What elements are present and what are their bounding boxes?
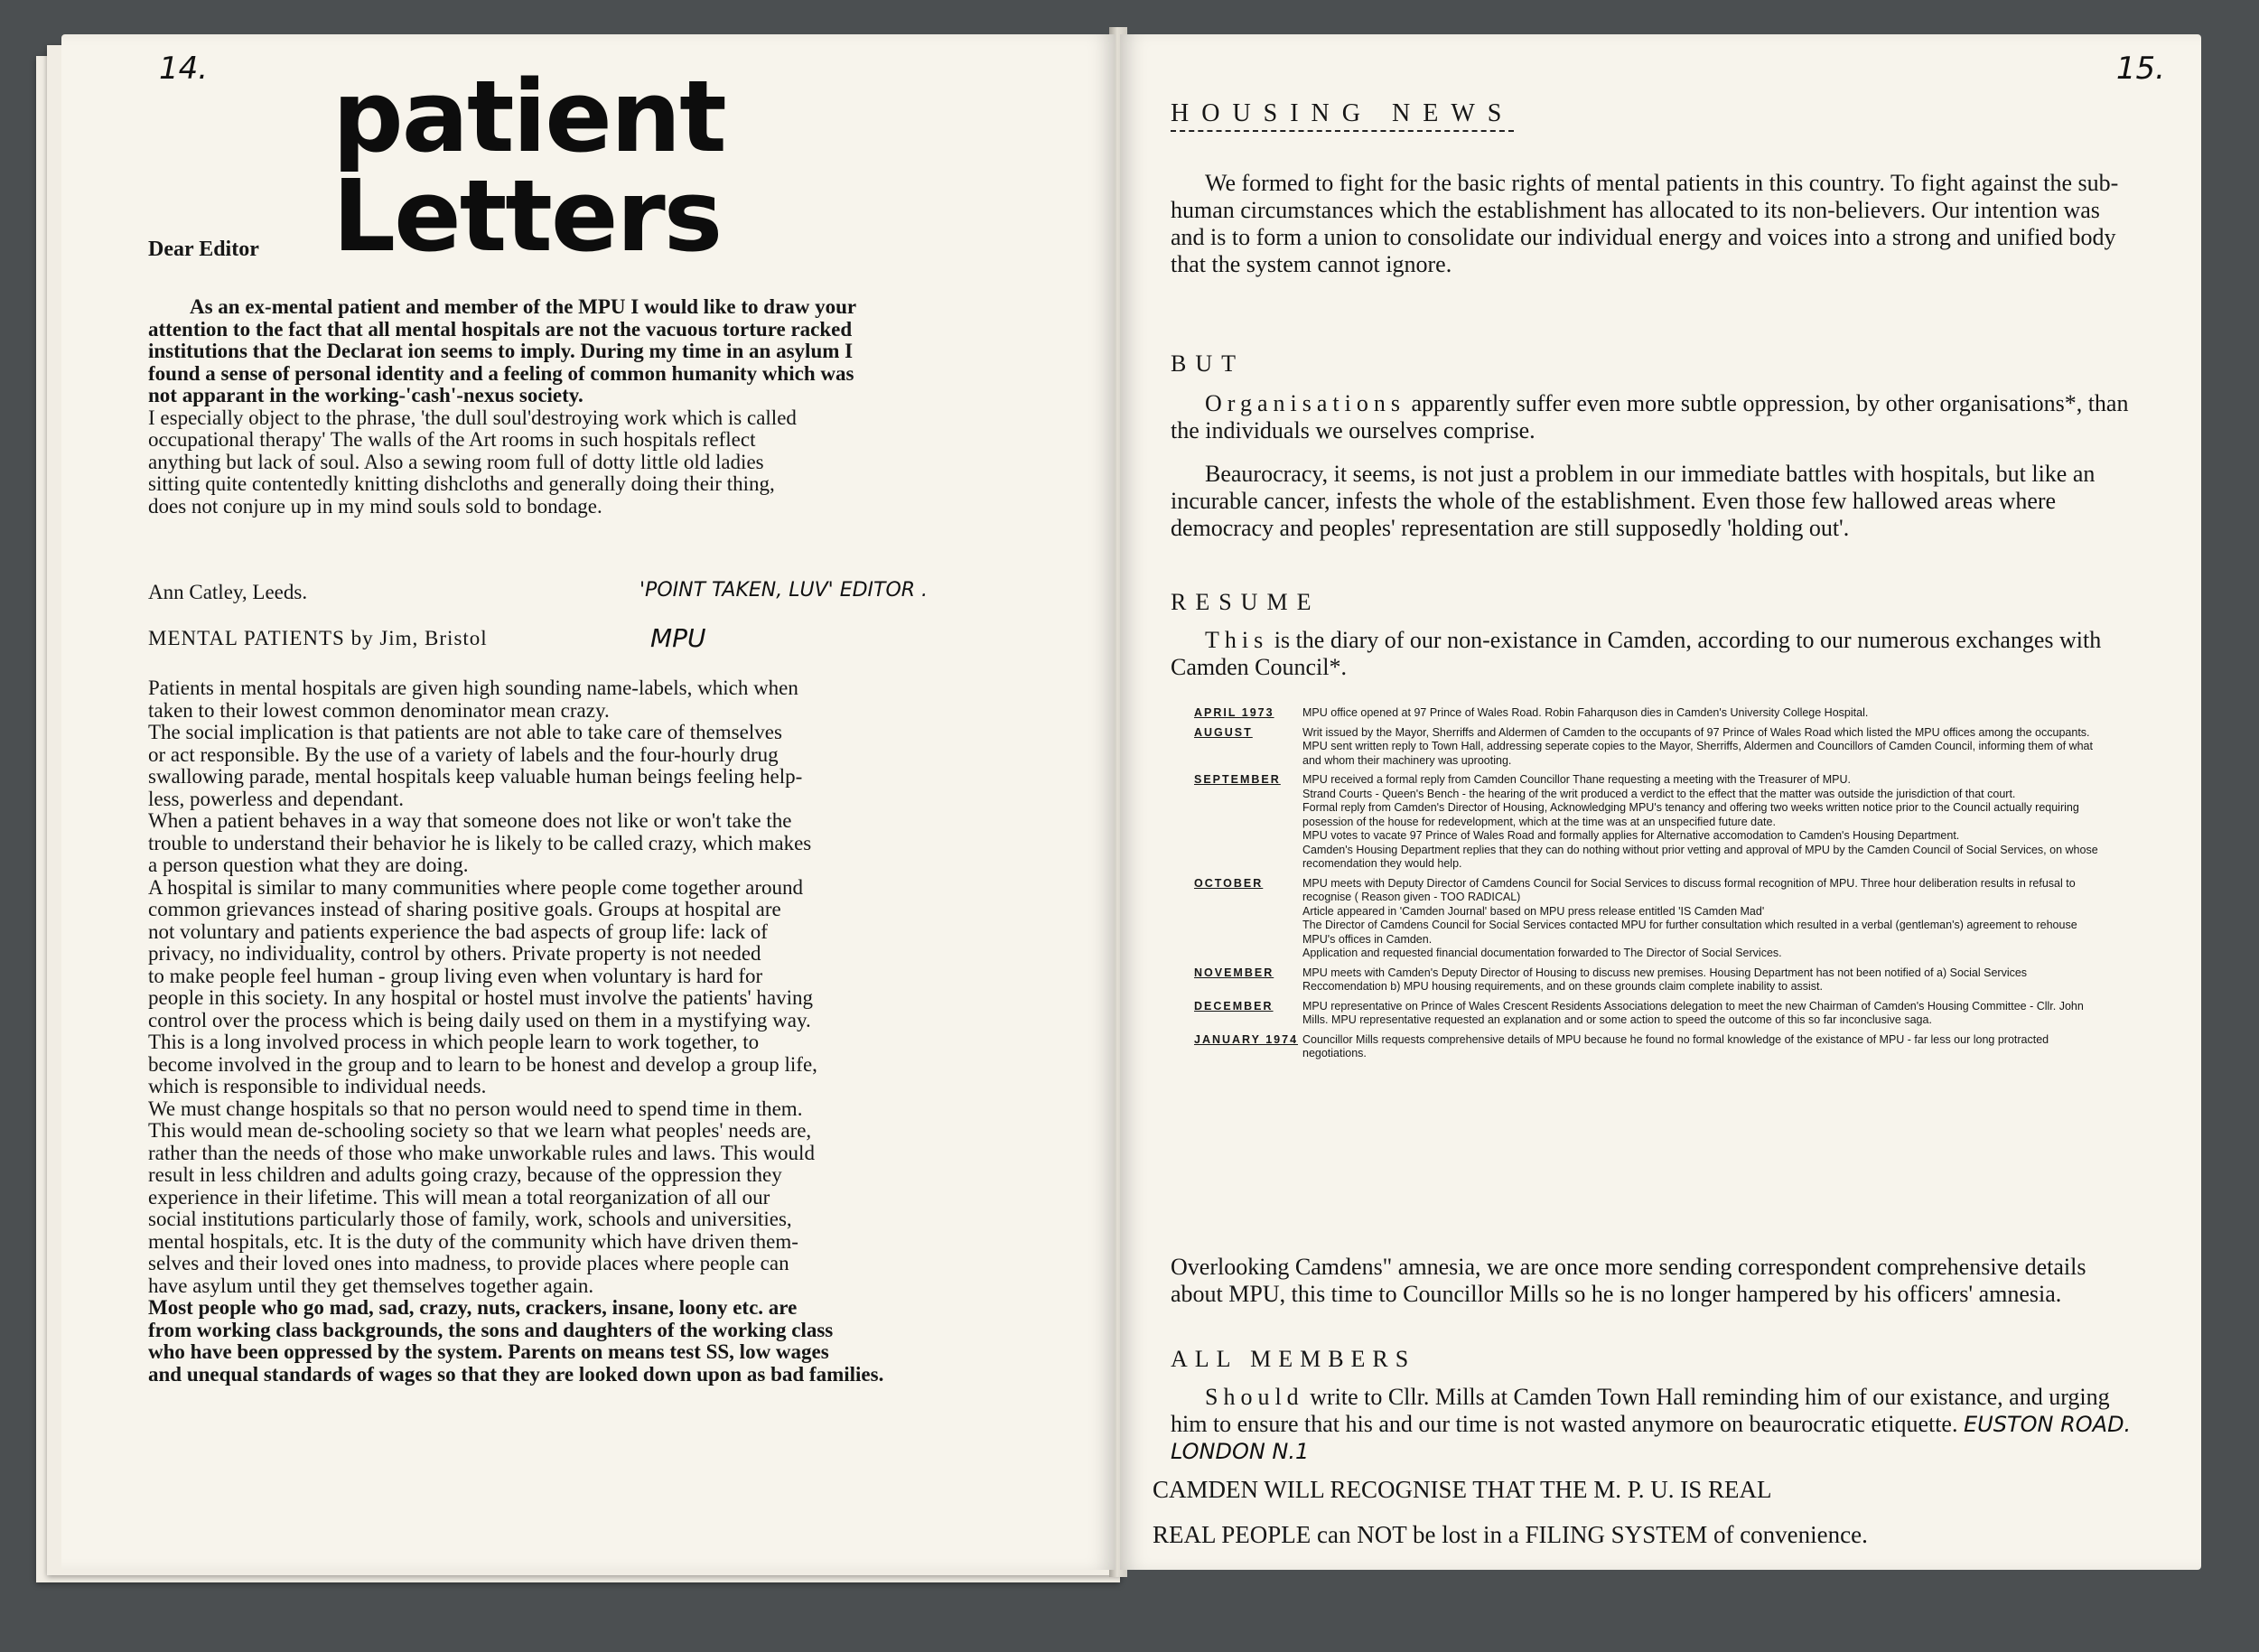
article-line: When a patient behaves in a way that someone does not like or won't take the (148, 809, 792, 832)
diary-entries (1302, 726, 2106, 769)
diary-entry: Formal reply from Camden's Director of Housing, Acknowledging MPU's tenancy and offering two weeks written notice prior to the Council actually requiring posession of the house for redevelopment, which at the time was at an unspecified future date. (1302, 801, 2079, 828)
article-line: experience in their lifetime. This will mean a total reorganization of all our (148, 1185, 770, 1209)
article-line-bold: and unequal standards of wages so that they are looked down upon as bad families. (148, 1362, 884, 1386)
resume-rest: is the diary of our non-existance in Camden, according to our numerous exchanges with Camden Council*. (1171, 627, 2102, 680)
diary-entry: MPU votes to vacate 97 Prince of Wales Road and formally applies for Alternative accomodation to Camden's Housing Department. (1302, 829, 1960, 842)
overlooking-paragraph: Overlooking Camdens" amnesia, we are once more sending correspondent comprehensive details about MPU, this time to Councillor Mills so he is no longer hampered by his officers' amnesia. (1171, 1254, 2086, 1307)
diary-entry: MPU representative on Prince of Wales Crescent Residents Associations delegation to meet the new Chairman of Camden's Housing Committee - Cllr. John Mills. MPU representative requested an explanation and or some action to speed the outcome of this so far inconclusive saga. (1302, 999, 2084, 1026)
diary-entry: The Director of Camdens Council for Social Services contacted MPU for further consultation which resulted in a verbal (gentleman's) agreement to rehouse MPU's offices in Camden. (1302, 919, 2077, 946)
diary-entry: Councillor Mills requests comprehensive details of MPU because he found no formal knowledge of the existance of MPU - far less our long protracted negotiations. (1302, 1032, 2049, 1059)
article-body (148, 677, 1061, 1386)
diary-row (1194, 726, 2106, 769)
diary-entry: Writ issued by the Mayor, Sherriffs and Aldermen of Camden to the occupants of 97 Prince of Wales Road which listed the MPU offices among the occupants. (1302, 725, 2090, 739)
diary-row (1194, 773, 2106, 872)
article-line: We must change hospitals so that no person would need to spend time in them. (148, 1097, 803, 1120)
diary-entry: MPU sent written reply to Town Hall, addressing seperate copies to the Mayor, Sherriffs, Aldermen and Councillors of Camden Council, informing them of what and whom their machinery was uprooting. (1302, 740, 2093, 767)
letter-line: found a sense of personal identity and a feeling of common humanity which was (148, 361, 854, 385)
but-block (1171, 350, 2138, 444)
address-handwritten: EUSTON ROAD. LONDON N.1 (1171, 1412, 2132, 1464)
all-members-heading: ALL MEMBERS (1171, 1346, 1416, 1372)
beaurocracy-paragraph: Beaurocracy, it seems, is not just a problem in our immediate battles with hospitals, but like an incurable cancer, infests the whole of the establishment. Even those few hallowed areas where democracy and peoples' representation are still supposedly 'holding out'. (1171, 461, 2096, 541)
letter-line: sitting quite contentedly knitting dishcloths and generally doing their thing, (148, 472, 775, 495)
page-number-left: 14. (159, 51, 209, 87)
article-line: less, powerless and dependant. (148, 787, 404, 810)
right-page (1120, 34, 2201, 1570)
diary-entries (1302, 1033, 2106, 1061)
diary-entries (1302, 966, 2106, 994)
article-line: people in this society. In any hospital or hostel must involve the patients' having (148, 986, 813, 1009)
article-line: Patients in mental hospitals are given high sounding name-labels, which when (148, 677, 798, 699)
article-line: to make people feel human - group living even when voluntary is hard for (148, 964, 763, 987)
diary-entry: MPU meets with Deputy Director of Camdens Council for Social Services to discuss formal recognition of MPU. Three hour deliberation results in refusal to recognise ( Reason given - TOO RADICAL) (1302, 876, 2076, 903)
article-line: control over the process which is being daily used on them in a mystifying way. (148, 1008, 811, 1031)
diary-entry: Strand Courts - Queen's Bench - the hearing of the writ produced a verdict to the effect that the matter was outside the jurisdiction of that court. (1302, 787, 2016, 800)
letter-line: occupational therapy' The walls of the Art rooms in such hospitals reflect (148, 428, 756, 451)
article-line-bold: who have been oppressed by the system. Parents on means test SS, low wages (148, 1340, 829, 1363)
letter-line: institutions that the Declarat ion seems to imply. During my time in an asylum I (148, 340, 854, 362)
article-line: This is a long involved process in which people learn to work together, to (148, 1031, 760, 1053)
article-line: taken to their lowest common denominator mean crazy. (148, 698, 610, 722)
diary-entries (1302, 877, 2106, 961)
article-line: a person question what they are doing. (148, 854, 469, 876)
article-line-bold: from working class backgrounds, the sons and daughters of the working class (148, 1318, 834, 1341)
housing-news-heading: HOUSING NEWS (1171, 99, 1514, 132)
article-line: rather than the needs of those who make unworkable rules and laws. This would (148, 1141, 815, 1164)
diary-entry: MPU meets with Camden's Deputy Director of Housing to discuss new premises. Housing Department has not been notified of a) Social Services Reccomendation b) MPU housing requirements, and on these grounds claim complete inability to assist. (1302, 966, 2028, 993)
article-title-handwritten: MPU (650, 623, 706, 653)
should-paragraph (1171, 1384, 2138, 1465)
organisations-lead: Organisations (1205, 390, 1405, 416)
article-line: The social implication is that patients are not able to take care of themselves (148, 721, 782, 743)
article-line: result in less children and adults going crazy, because of the oppression they (148, 1163, 782, 1186)
all-members-block (1171, 1346, 2138, 1465)
beaurocracy-block (1171, 461, 2138, 542)
letter-signature: Ann Catley, Leeds. (148, 581, 308, 603)
diary-entry: MPU office opened at 97 Prince of Wales Road. Robin Faharquson dies in Camden's University College Hospital. (1302, 706, 1869, 719)
resume-block (1171, 589, 2138, 681)
resume-lead: This (1205, 627, 1269, 653)
article-title: MENTAL PATIENTS by Jim, Bristol (148, 627, 488, 649)
article-line: A hospital is similar to many communities where people come together around (148, 875, 803, 899)
letter-line: not apparant in the working-'cash'-nexus society. (148, 384, 583, 406)
should-lead: Should (1205, 1384, 1304, 1410)
letter-line: attention to the fact that all mental hospitals are not the vacuous torture racked (148, 317, 853, 341)
camden-diary (1194, 706, 2106, 1067)
diary-month: DECEMBER (1194, 999, 1274, 1013)
intro-paragraph: We formed to fight for the basic rights of mental patients in this country. To fight against the sub-human circumstances which the establishment has allocated to its non-believers. Our intention was and is to form a union to consolidate our individual energy and voices into a strong and unified body that the system cannot ignore. (1171, 170, 2119, 277)
diary-month: SEPTEMBER (1194, 773, 1281, 786)
overlooking-block (1171, 1254, 2138, 1308)
article-line: or act responsible. By the use of a variety of labels and the four-hourly drug (148, 742, 779, 766)
article-line: This would mean de-schooling society so that we learn what peoples' needs are, (148, 1119, 812, 1142)
article-line: have asylum until they get themselves together again. (148, 1274, 594, 1297)
but-heading: BUT (1171, 350, 1245, 377)
editor-handwritten-note: 'POINT TAKEN, LUV' EDITOR . (639, 579, 929, 602)
article-line: social institutions particularly those of family, work, schools and universities, (148, 1208, 792, 1230)
letter-line: anything but lack of soul. Also a sewing room full of dotty little old ladies (148, 450, 764, 473)
diary-month: AUGUST (1194, 725, 1253, 739)
diary-entries (1302, 706, 2106, 721)
organisations-paragraph (1171, 390, 2138, 444)
diary-entry: MPU received a formal reply from Camden Councillor Thane requesting a meeting with the Treasurer of MPU. (1302, 773, 1851, 786)
diary-entry: Camden's Housing Department replies that they can do nothing without prior vetting and approval of MPU by the Camden Council of Social Services, on whose recomendation they would help. (1302, 843, 2098, 870)
resume-paragraph (1171, 627, 2138, 681)
diary-row (1194, 1033, 2106, 1061)
article-line: common grievances instead of sharing positive goals. Groups at hospital are (148, 898, 781, 920)
masthead-title: patient Letters (332, 59, 725, 274)
should-rest: write to Cllr. Mills at Camden Town Hall reminding him of our existance, and urging him to ensure that his and our time is not wasted anymore on beaurocratic etiquette. (1171, 1384, 2110, 1437)
resume-heading: RESUME (1171, 589, 1321, 615)
diary-row (1194, 877, 2106, 961)
camden-recognise-line: CAMDEN WILL RECOGNISE THAT THE M. P. U. IS REAL (1153, 1476, 1772, 1503)
article-line: selves and their loved ones into madness, to provide places where people can (148, 1252, 789, 1274)
diary-row (1194, 706, 2106, 721)
diary-row (1194, 1000, 2106, 1028)
letter-line: I especially object to the phrase, 'the dull soul'destroying work which is called (148, 406, 797, 429)
article-line: swallowing parade, mental hospitals keep valuable human beings feeling help- (148, 765, 803, 788)
left-page (61, 34, 1115, 1570)
diary-month: NOVEMBER (1194, 966, 1274, 979)
letter-line: does not conjure up in my mind souls sold to bondage. (148, 494, 602, 518)
diary-entries (1302, 1000, 2106, 1028)
intro-paragraph-block (1171, 170, 2138, 278)
article-line: not voluntary and patients experience the bad aspects of group life: lack of (148, 919, 768, 943)
diary-month: APRIL 1973 (1194, 706, 1274, 719)
diary-month: JANUARY 1974 (1194, 1032, 1299, 1046)
diary-month: OCTOBER (1194, 876, 1264, 890)
diary-entries (1302, 773, 2106, 872)
diary-entry: Application and requested financial documentation forwarded to The Director of Social Services. (1302, 947, 1782, 959)
article-line-bold: Most people who go mad, sad, crazy, nuts, crackers, insane, loony etc. are (148, 1296, 798, 1319)
article-line: become involved in the group and to learn to be honest and develop a group life, (148, 1052, 817, 1076)
article-line: privacy, no individuality, control by others. Private property is not needed (148, 942, 761, 965)
letter-body (148, 296, 1061, 518)
diary-entry: Article appeared in 'Camden Journal' based on MPU press release entitled 'IS Camden Mad' (1302, 904, 1765, 918)
filing-system-line: REAL PEOPLE can NOT be lost in a FILING SYSTEM of convenience. (1153, 1521, 1868, 1548)
diary-row (1194, 966, 2106, 994)
article-line: mental hospitals, etc. It is the duty of the community which have driven them- (148, 1229, 798, 1253)
page-number-right: 15. (2115, 51, 2165, 87)
salutation: Dear Editor (148, 238, 259, 261)
article-line: trouble to understand their behavior he is likely to be called crazy, which makes (148, 831, 812, 854)
letter-line: As an ex-mental patient and member of the MPU I would like to draw your (190, 295, 857, 318)
organisations-rest: apparently suffer even more subtle oppression, by other organisations*, than the individuals we ourselves comprise. (1171, 390, 2129, 443)
article-line: which is responsible to individual needs. (148, 1075, 487, 1097)
